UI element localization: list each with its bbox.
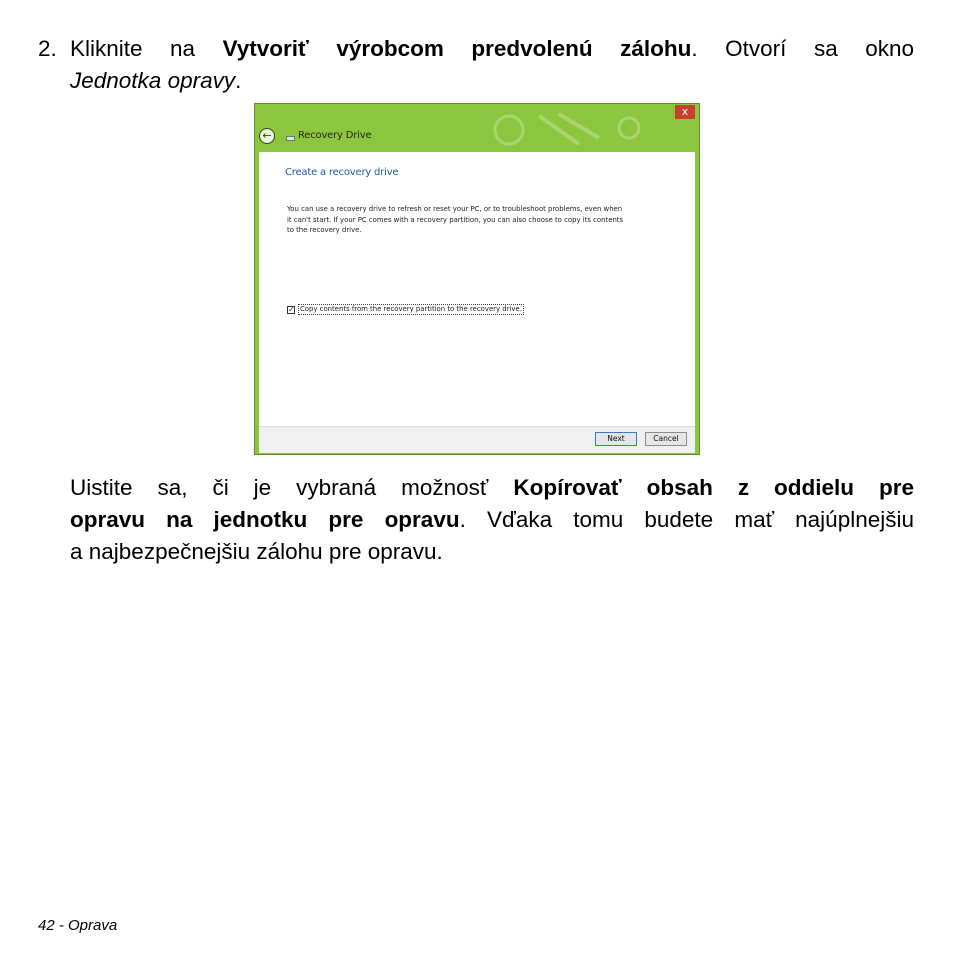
step-line-1 xyxy=(70,33,914,65)
window-name-italic: Jednotka opravy xyxy=(70,68,236,93)
note-text: Uistite sa, či je vybraná možnosť xyxy=(70,475,514,500)
drive-icon xyxy=(286,136,295,141)
dialog-description xyxy=(287,204,637,236)
window-title: Recovery Drive xyxy=(298,130,372,141)
note-paragraph xyxy=(70,472,914,568)
note-line-3: a najbezpečnejšiu zálohu pre opravu. xyxy=(70,539,443,564)
recovery-drive-screenshot xyxy=(254,103,700,455)
description-line: You can use a recovery drive to refresh or reset your PC, or to troubleshoot problems, even when xyxy=(287,205,623,213)
note-line-2 xyxy=(70,504,914,536)
note-text-cont: . Vďaka tomu budete mať najúplnejšiu xyxy=(459,507,914,532)
cancel-button[interactable]: Cancel xyxy=(645,432,687,446)
page-footer: 42 - Oprava xyxy=(38,917,118,934)
copy-contents-label[interactable]: Copy contents from the recovery partition to the recovery drive. xyxy=(300,305,522,313)
dialog-heading: Create a recovery drive xyxy=(285,167,399,178)
note-option-bold: Kopírovať obsah z oddielu pre xyxy=(513,475,915,500)
step-option-bold: Vytvoriť výrobcom predvolenú zálohu xyxy=(222,36,692,61)
step-period: . xyxy=(235,68,242,93)
step-text-suffix: . Otvorí sa okno xyxy=(691,36,915,61)
step-line-2 xyxy=(70,65,914,97)
next-button[interactable]: Next xyxy=(595,432,637,446)
copy-contents-checkbox[interactable]: ✓ xyxy=(288,304,295,314)
note-line-1 xyxy=(70,472,914,504)
dialog-content xyxy=(259,152,695,426)
note-option-bold-cont: opravu na jednotku pre opravu xyxy=(70,507,460,532)
copy-contents-option[interactable] xyxy=(287,304,524,315)
step-paragraph xyxy=(70,33,914,97)
description-line: to the recovery drive. xyxy=(287,226,362,234)
description-line: it can't start. If your PC comes with a recovery partition, you can also choose to copy its contents xyxy=(287,215,624,224)
title-bar xyxy=(257,124,697,152)
back-arrow-icon[interactable]: ← xyxy=(259,128,275,144)
dialog-footer xyxy=(259,426,695,453)
close-button[interactable]: x xyxy=(675,105,695,119)
step-text: Kliknite na xyxy=(70,36,223,61)
step-number: 2. xyxy=(38,36,57,61)
